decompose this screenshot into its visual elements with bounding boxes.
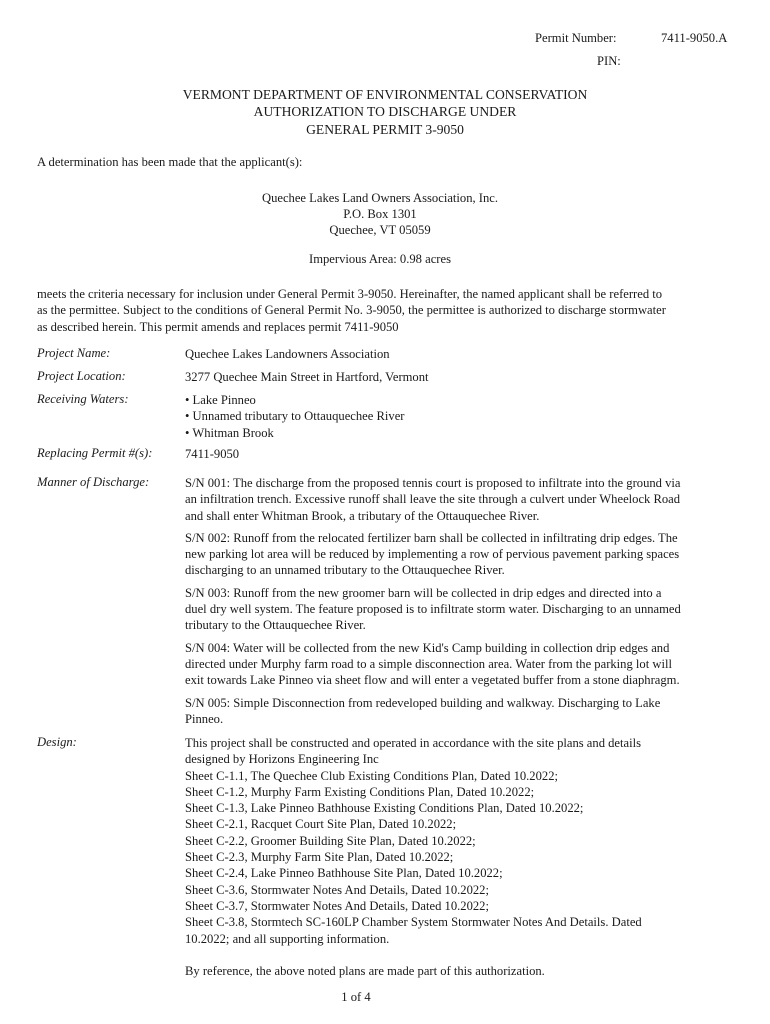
applicant-address-1: P.O. Box 1301 (343, 207, 417, 221)
list-item: • Unnamed tributary to Ottauquechee River (185, 409, 405, 424)
design-line: 10.2022; and all supporting information. (185, 931, 390, 946)
applicant-address-2: Quechee, VT 05059 (329, 223, 431, 237)
receiving-waters-label: Receiving Waters: (37, 392, 129, 406)
criteria-line-3: as described herein. This permit amends and replaces permit 7411-9050 (37, 319, 399, 334)
title-line-3: GENERAL PERMIT 3-9050 (306, 122, 464, 137)
intro-text: A determination has been made that the applicant(s): (37, 155, 303, 169)
replacing-permit-label: Replacing Permit #(s): (37, 446, 153, 460)
impervious-area: Impervious Area: 0.98 acres (309, 252, 451, 266)
design-line: Sheet C-1.3, Lake Pinneo Bathhouse Existing Conditions Plan, Dated 10.2022; (185, 801, 584, 816)
applicant-name: Quechee Lakes Land Owners Association, Inc. (261, 191, 499, 205)
title-line-1: VERMONT DEPARTMENT OF ENVIRONMENTAL CONSERVATION (182, 87, 588, 102)
design-line: designed by Horizons Engineering Inc (185, 752, 379, 767)
project-location-value: 3277 Quechee Main Street in Hartford, Vermont (185, 370, 429, 384)
discharge-sn-001: S/N 001: The discharge from the proposed tennis court is proposed to infiltrate into the ground via an infiltration trench. Excessive runoff shall leave the site through a culvert under Wheelock Road and shall enter Whitman Brook, a tributary of the Ottauquechee River. (185, 476, 681, 523)
discharge-sn-003: S/N 003: Runoff from the new groomer barn will be collected in drip edges and directed into a duel dry well system. The feature proposed is to infiltrate storm water. Discharging to an unnamed tributary to the Ottauquechee River. (185, 585, 681, 633)
design-label: Design: (37, 735, 77, 749)
permit-number-label: Permit Number: (535, 31, 617, 45)
permit-number-value: 7411-9050.A (661, 31, 728, 45)
design-line: Sheet C-3.8, Stormtech SC-160LP Chamber System Stormwater Notes And Details. Dated (185, 915, 642, 930)
design-line: Sheet C-2.2, Groomer Building Site Plan, Dated 10.2022; (185, 833, 476, 848)
receiving-waters-list (185, 392, 735, 441)
discharge-sn-002: S/N 002: Runoff from the relocated fertilizer barn shall be collected in infiltrating drip edges. The new parking lot area will be reduced by implementing a row of pervious pavement parking spaces discharging to an unnamed tributary to the Ottauquechee River. (185, 530, 680, 578)
design-line: Sheet C-2.1, Racquet Court Site Plan, Dated 10.2022; (185, 817, 457, 832)
list-item: • Whitman Brook (185, 425, 274, 440)
design-list (185, 735, 735, 947)
project-location-label: Project Location: (37, 369, 126, 383)
design-line: Sheet C-3.6, Stormwater Notes And Details, Dated 10.2022; (185, 882, 489, 897)
criteria-paragraph (37, 286, 737, 335)
project-name-value: Quechee Lakes Landowners Association (185, 347, 390, 361)
design-line: Sheet C-1.1, The Quechee Club Existing Conditions Plan, Dated 10.2022; (185, 768, 558, 783)
list-item: • Lake Pinneo (185, 393, 256, 407)
design-line: Sheet C-2.3, Murphy Farm Site Plan, Dated 10.2022; (185, 850, 454, 865)
replacing-permit-value: 7411-9050 (185, 447, 240, 461)
discharge-sn-005: S/N 005: Simple Disconnection from redeveloped building and walkway. Discharging to Lake Pinneo. (185, 695, 661, 726)
design-line: Sheet C-3.7, Stormwater Notes And Details, Dated 10.2022; (185, 898, 489, 913)
by-reference-text: By reference, the above noted plans are made part of this authorization. (185, 964, 545, 978)
design-line: Sheet C-2.4, Lake Pinneo Bathhouse Site Plan, Dated 10.2022; (185, 866, 503, 881)
criteria-line-2: as the permittee. Subject to the conditions of General Permit No. 3-9050, the permittee is authorized to discharge stormwater (37, 303, 666, 318)
design-line: This project shall be constructed and operated in accordance with the site plans and details (185, 736, 642, 750)
criteria-line-1: meets the criteria necessary for inclusion under General Permit 3-9050. Hereinafter, the named applicant shall be referred to (37, 287, 663, 301)
page-number: 1 of 4 (341, 990, 371, 1004)
manner-of-discharge-list (185, 475, 735, 733)
title-line-2: AUTHORIZATION TO DISCHARGE UNDER (253, 104, 517, 119)
pin-label: PIN: (597, 54, 621, 68)
manner-of-discharge-label: Manner of Discharge: (37, 475, 150, 489)
project-name-label: Project Name: (37, 346, 111, 360)
discharge-sn-004: S/N 004: Water will be collected from the new Kid's Camp building in collection drip edges and directed under Murphy farm road to a simple disconnection area. Water from the parking lot will exit towards Lake Pinneo via sheet flow and will enter a vegetated buffer from a stone diaphragm. (185, 640, 680, 688)
design-line: Sheet C-1.2, Murphy Farm Existing Conditions Plan, Dated 10.2022; (185, 784, 535, 799)
